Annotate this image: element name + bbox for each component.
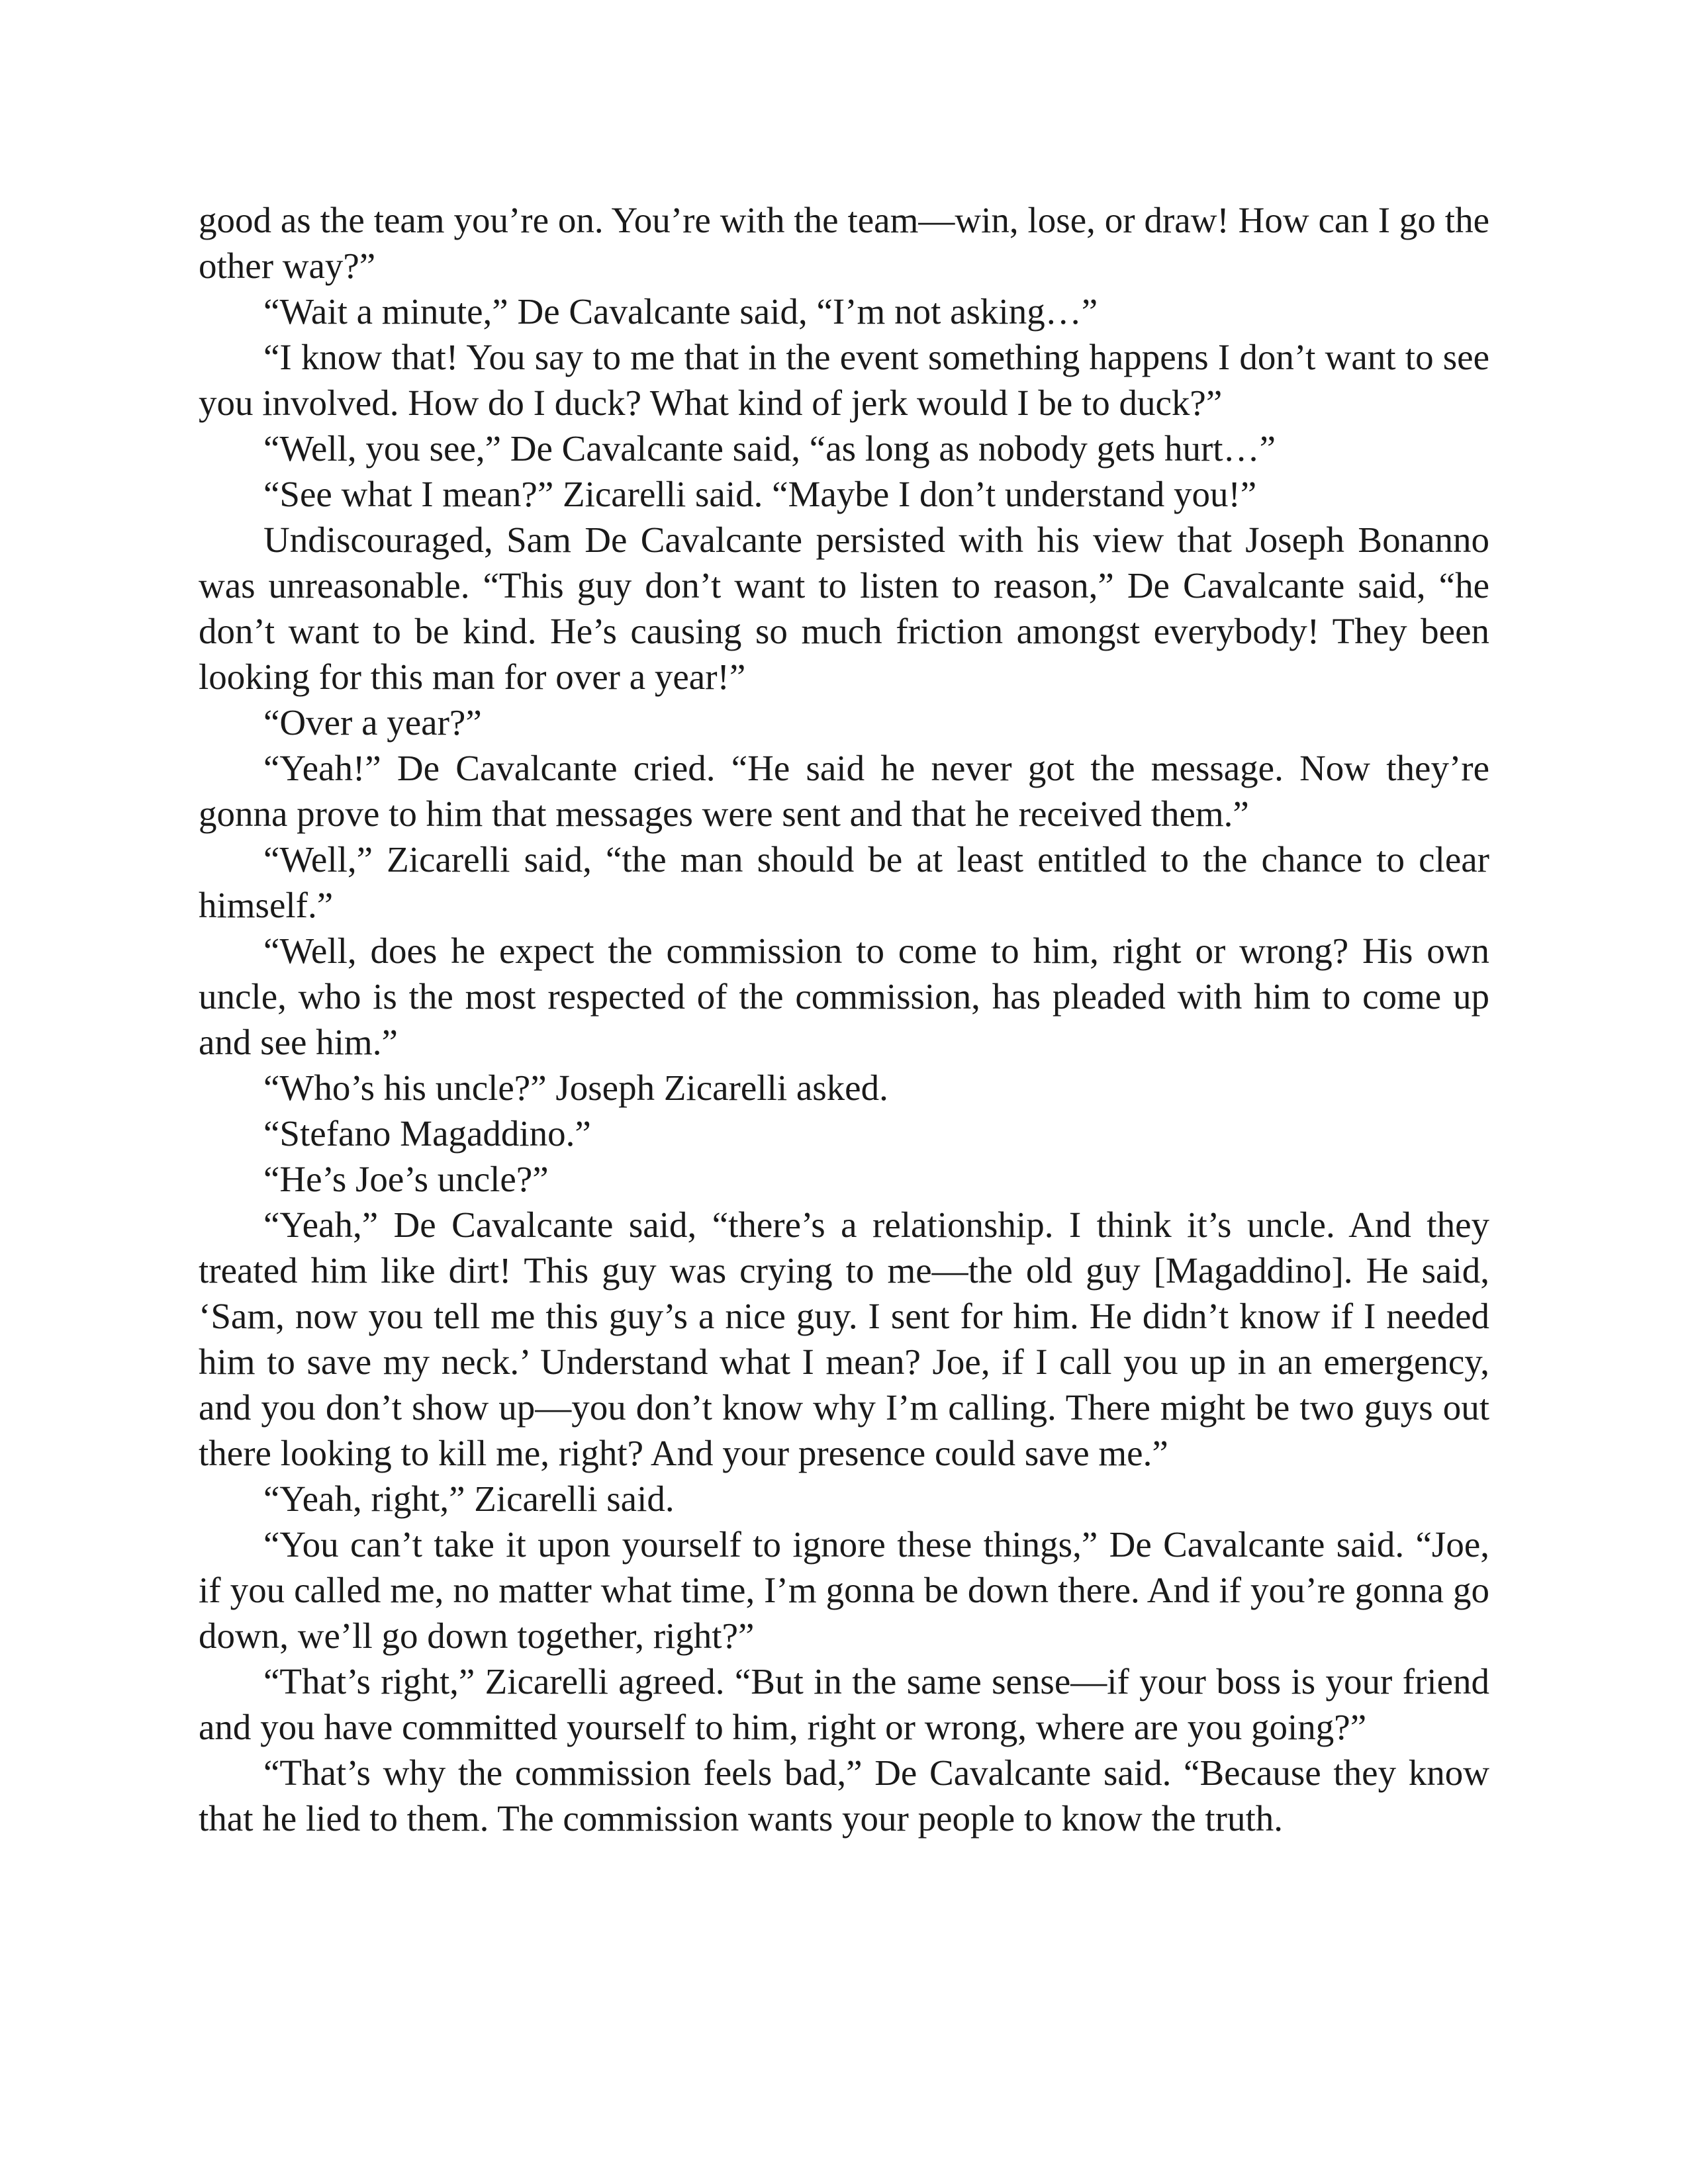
paragraph-4: “Well, you see,” De Cavalcante said, “as long as nobody gets hurt…” [263, 428, 1276, 469]
paragraph-13: “He’s Joe’s uncle?” [263, 1159, 549, 1199]
paragraph-5: “See what I mean?” Zicarelli said. “Maybe I don’t understand you!” [263, 474, 1257, 514]
paragraph-6: Undiscouraged, Sam De Cavalcante persisted with his view that Joseph Bonanno was unreasonable. “This guy don’t want to listen to reason,” De Cavalcante said, “he don’t want to be kind. He’s causing so much friction amongst everybody! They been looking for this man for over a year!” [199, 520, 1489, 697]
paragraph-2: “Wait a minute,” De Cavalcante said, “I’m not asking…” [263, 291, 1098, 332]
paragraph-14: “Yeah,” De Cavalcante said, “there’s a relationship. I think it’s uncle. And they treated him like dirt! This guy was crying to me—the old guy [Magaddino]. He said, ‘Sam, now you tell me this guy’s a nice guy. I sent for him. He didn’t know if I needed him to save my neck.’ Understand what I mean? Joe, if I call you up in an emergency, and you don’t show up—you don’t know why I’m calling. There might be two guys out there looking to kill me, right? And your presence could save me.” [199, 1205, 1489, 1473]
paragraph-18: “That’s why the commission feels bad,” De Cavalcante said. “Because they know that he lied to them. The commission wants your people to know the truth. [199, 1752, 1489, 1839]
paragraph-9: “Well,” Zicarelli said, “the man should be at least entitled to the chance to clear himself.” [199, 839, 1489, 925]
paragraph-3: “I know that! You say to me that in the event something happens I don’t want to see you involved. How do I duck? What kind of jerk would I be to duck?” [199, 337, 1489, 423]
paragraph-8: “Yeah!” De Cavalcante cried. “He said he never got the message. Now they’re gonna prove to him that messages were sent and that he received them.” [199, 748, 1489, 834]
paragraph-11: “Who’s his uncle?” Joseph Zicarelli asked. [263, 1068, 888, 1108]
paragraph-10: “Well, does he expect the commission to come to him, right or wrong? His own uncle, who is the most respected of the commission, has pleaded with him to come up and see him.” [199, 931, 1489, 1062]
paragraph-17: “That’s right,” Zicarelli agreed. “But in the same sense—if your boss is your friend and you have committed yourself to him, right or wrong, where are you going?” [199, 1661, 1489, 1747]
document-page [199, 197, 1489, 1841]
paragraph-15: “Yeah, right,” Zicarelli said. [263, 1479, 675, 1519]
paragraph-12: “Stefano Magaddino.” [263, 1113, 591, 1154]
paragraph-7: “Over a year?” [263, 702, 482, 743]
paragraph-1: good as the team you’re on. You’re with the team—win, lose, or draw! How can I go the other way?” [199, 200, 1489, 286]
paragraph-16: “You can’t take it upon yourself to ignore these things,” De Cavalcante said. “Joe, if you called me, no matter what time, I’m gonna be down there. And if you’re gonna go down, we’ll go down together, right?” [199, 1524, 1489, 1656]
